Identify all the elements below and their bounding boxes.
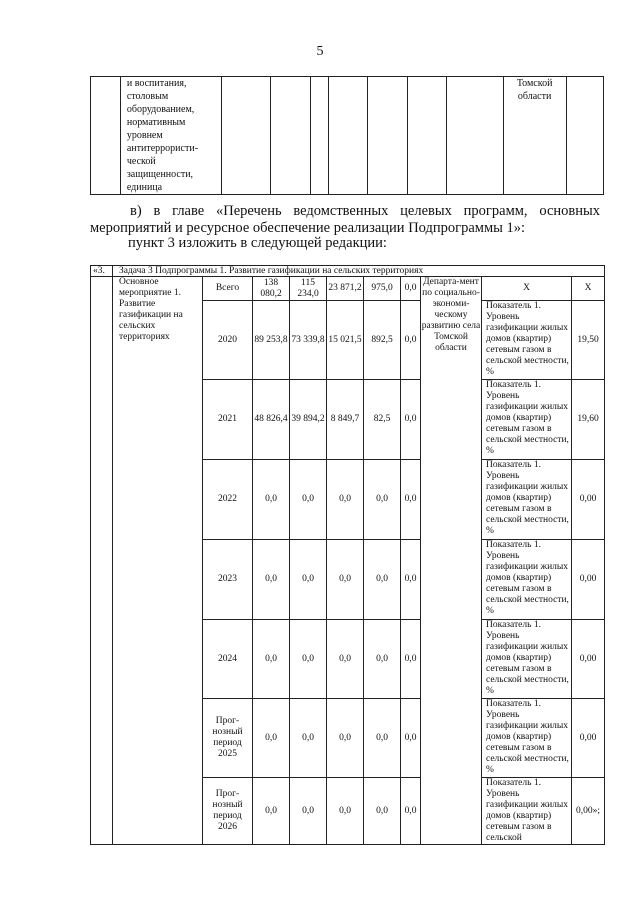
indicator-text: Показатель 1. Уровень газификации жилых домов (квартир) сетевым газом в сельской местности, %	[482, 620, 572, 699]
year-label: Прог-нозный период 2026	[203, 778, 253, 845]
cell-empty	[368, 77, 407, 195]
indicator-value: 19,60	[572, 380, 605, 460]
value-c1: 0,0	[253, 699, 290, 778]
indicator-value: 0,00	[572, 699, 605, 778]
value-c5: 0,0	[401, 301, 421, 380]
cell-empty	[91, 77, 121, 195]
year-label: 2023	[203, 540, 253, 620]
activity-table	[90, 265, 605, 845]
indicator-description: и воспитания, столовым оборудованием, нормативным уровнем антитеррористи-ческой защищенности, единица	[120, 77, 221, 195]
cell-empty	[328, 77, 367, 195]
value-c3: 0,0	[327, 540, 364, 620]
cell-empty	[222, 77, 271, 195]
value-c4: 0,0	[364, 620, 401, 699]
value-c1: 89 253,8	[253, 301, 290, 380]
value-c2: 0,0	[290, 460, 327, 540]
paragraph-p3: пункт 3 изложить в следующей редакции:	[128, 235, 387, 251]
value-c5: 0,0	[401, 460, 421, 540]
value-c2: 0,0	[290, 620, 327, 699]
indicator-value: 19,50	[572, 301, 605, 380]
indicator-text: Показатель 1. Уровень газификации жилых домов (квартир) сетевым газом в сельской местности, %	[482, 540, 572, 620]
value-c3: 8 849,7	[327, 380, 364, 460]
continuation-table	[90, 76, 604, 195]
indicator-text: Показатель 1. Уровень газификации жилых домов (квартир) сетевым газом в сельской местности, %	[482, 699, 572, 778]
x-cell: Х	[482, 277, 572, 301]
total-c1: 138 080,2	[253, 277, 290, 301]
year-label: 2020	[203, 301, 253, 380]
value-c5: 0,0	[401, 778, 421, 845]
value-c5: 0,0	[401, 620, 421, 699]
value-c5: 0,0	[401, 699, 421, 778]
indicator-text: Показатель 1. Уровень газификации жилых домов (квартир) сетевым газом в сельской местности, %	[482, 380, 572, 460]
value-c5: 0,0	[401, 540, 421, 620]
total-c2: 115 234,0	[290, 277, 327, 301]
row-number: «3.	[91, 266, 113, 277]
department-cell: Департа-мент по социально-экономи-ческому развитию села Томской области	[421, 277, 482, 845]
cell-empty	[407, 77, 446, 195]
value-c3: 0,0	[327, 699, 364, 778]
value-c3: 15 021,5	[327, 301, 364, 380]
indicator-text: Показатель 1. Уровень газификации жилых домов (квартир) сетевым газом в сельской	[482, 778, 572, 845]
year-label: 2022	[203, 460, 253, 540]
total-c3: 23 871,2	[327, 277, 364, 301]
task-title: Задача 3 Подпрограммы 1. Развитие газификации на сельских территориях	[113, 266, 605, 277]
value-c2: 73 339,8	[290, 301, 327, 380]
indicator-value: 0,00»;	[572, 778, 605, 845]
value-c3: 0,0	[327, 620, 364, 699]
value-c1: 0,0	[253, 540, 290, 620]
page-number: 5	[316, 44, 324, 59]
value-c2: 0,0	[290, 778, 327, 845]
total-label: Всего	[203, 277, 253, 301]
cell-empty	[91, 277, 113, 845]
value-c3: 0,0	[327, 460, 364, 540]
total-c4: 975,0	[364, 277, 401, 301]
paragraph-v	[90, 203, 600, 237]
value-c4: 892,5	[364, 301, 401, 380]
value-c1: 0,0	[253, 460, 290, 540]
value-c1: 0,0	[253, 778, 290, 845]
value-c4: 0,0	[364, 460, 401, 540]
indicator-value: 0,00	[572, 620, 605, 699]
year-label: 2024	[203, 620, 253, 699]
value-c1: 48 826,4	[253, 380, 290, 460]
cell-empty	[566, 77, 603, 195]
value-c3: 0,0	[327, 778, 364, 845]
total-c5: 0,0	[401, 277, 421, 301]
year-label: 2021	[203, 380, 253, 460]
value-c1: 0,0	[253, 620, 290, 699]
indicator-text: Показатель 1. Уровень газификации жилых домов (квартир) сетевым газом в сельской местности, %	[482, 460, 572, 540]
cell-empty	[447, 77, 504, 195]
x-cell: Х	[572, 277, 605, 301]
indicator-value: 0,00	[572, 540, 605, 620]
value-c4: 0,0	[364, 699, 401, 778]
indicator-text: Показатель 1. Уровень газификации жилых домов (квартир) сетевым газом в сельской местности, %	[482, 301, 572, 380]
value-c4: 0,0	[364, 540, 401, 620]
value-c2: 39 894,2	[290, 380, 327, 460]
activity-name: Основное мероприятие 1. Развитие газификации на сельских территориях	[113, 277, 203, 845]
region-cell: Томской области	[503, 77, 566, 195]
value-c2: 0,0	[290, 699, 327, 778]
cell-empty	[271, 77, 310, 195]
paragraph-v-text: в) в главе «Перечень ведомственных целевых программ, основных мероприятий и ресурсное обеспечение реализации Подпрограммы 1»:	[90, 203, 600, 236]
indicator-value: 0,00	[572, 460, 605, 540]
cell-empty	[310, 77, 328, 195]
value-c4: 0,0	[364, 778, 401, 845]
value-c5: 0,0	[401, 380, 421, 460]
year-label: Прог-нозный период 2025	[203, 699, 253, 778]
value-c4: 82,5	[364, 380, 401, 460]
value-c2: 0,0	[290, 540, 327, 620]
